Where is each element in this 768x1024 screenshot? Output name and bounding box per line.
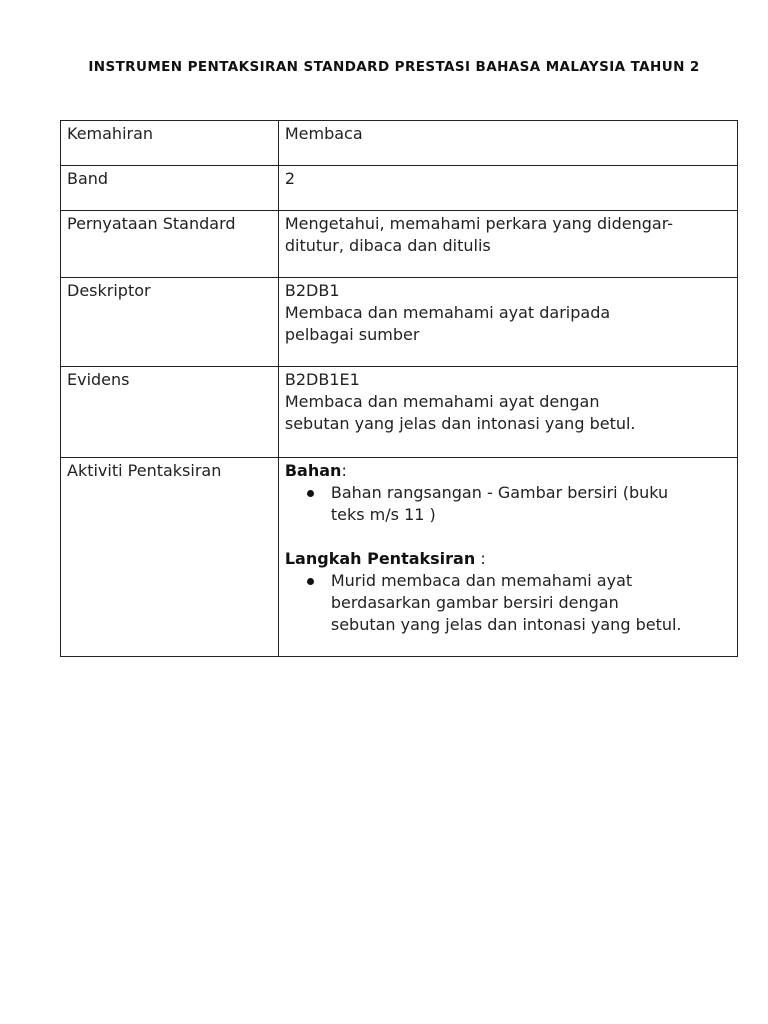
row-evidens bbox=[61, 367, 738, 458]
list-item bbox=[331, 482, 731, 526]
row-aktiviti-pentaksiran bbox=[61, 458, 738, 657]
bullet-icon bbox=[307, 490, 314, 497]
section-spacer bbox=[285, 526, 731, 548]
kemahiran-value: Membaca bbox=[278, 121, 737, 166]
band-value: 2 bbox=[278, 166, 737, 211]
langkah-heading: Langkah Pentaksiran bbox=[284, 549, 476, 568]
langkah-heading-line bbox=[285, 548, 731, 570]
deskriptor-code: B2DB1 bbox=[284, 281, 340, 300]
row-kemahiran bbox=[61, 121, 738, 166]
evidens-line: sebutan yang jelas dan intonasi yang betul. bbox=[284, 414, 636, 433]
deskriptor-label: Deskriptor bbox=[61, 278, 279, 367]
band-label: Band bbox=[61, 166, 279, 211]
langkah-item-line: berdasarkan gambar bersiri dengan bbox=[330, 593, 619, 612]
pernyataan-standard-label: Pernyataan Standard bbox=[61, 211, 279, 278]
bahan-item-line: Bahan rangsangan - Gambar bersiri (buku bbox=[330, 483, 669, 502]
deskriptor-line: pelbagai sumber bbox=[284, 325, 420, 344]
row-band bbox=[61, 166, 738, 211]
langkah-item-line: sebutan yang jelas dan intonasi yang betul. bbox=[330, 615, 682, 634]
bahan-heading: Bahan bbox=[284, 461, 342, 480]
pernyataan-line: ditutur, dibaca dan ditulis bbox=[284, 236, 491, 255]
evidens-label: Evidens bbox=[61, 367, 279, 458]
evidens-code: B2DB1E1 bbox=[284, 370, 360, 389]
bahan-heading-line bbox=[285, 460, 731, 482]
aktiviti-pentaksiran-value bbox=[278, 458, 737, 657]
list-item bbox=[331, 570, 731, 636]
bahan-list bbox=[285, 482, 731, 526]
aktiviti-pentaksiran-label: Aktiviti Pentaksiran bbox=[61, 458, 279, 657]
row-pernyataan-standard bbox=[61, 211, 738, 278]
instrument-table bbox=[60, 120, 738, 657]
row-deskriptor bbox=[61, 278, 738, 367]
pernyataan-standard-value bbox=[278, 211, 737, 278]
langkah-colon: : bbox=[475, 549, 486, 568]
bullet-icon bbox=[307, 578, 314, 585]
pernyataan-line: Mengetahui, memahami perkara yang didengar- bbox=[284, 214, 674, 233]
evidens-value bbox=[278, 367, 737, 458]
document-title: INSTRUMEN PENTAKSIRAN STANDARD PRESTASI BAHASA MALAYSIA TAHUN 2 bbox=[88, 59, 700, 75]
bahan-item-line: teks m/s 11 ) bbox=[330, 505, 436, 524]
langkah-list bbox=[285, 570, 731, 636]
langkah-item-line: Murid membaca dan memahami ayat bbox=[330, 571, 633, 590]
deskriptor-value bbox=[278, 278, 737, 367]
evidens-line: Membaca dan memahami ayat dengan bbox=[284, 392, 600, 411]
bahan-colon: : bbox=[341, 461, 347, 480]
kemahiran-label: Kemahiran bbox=[61, 121, 279, 166]
deskriptor-line: Membaca dan memahami ayat daripada bbox=[284, 303, 611, 322]
